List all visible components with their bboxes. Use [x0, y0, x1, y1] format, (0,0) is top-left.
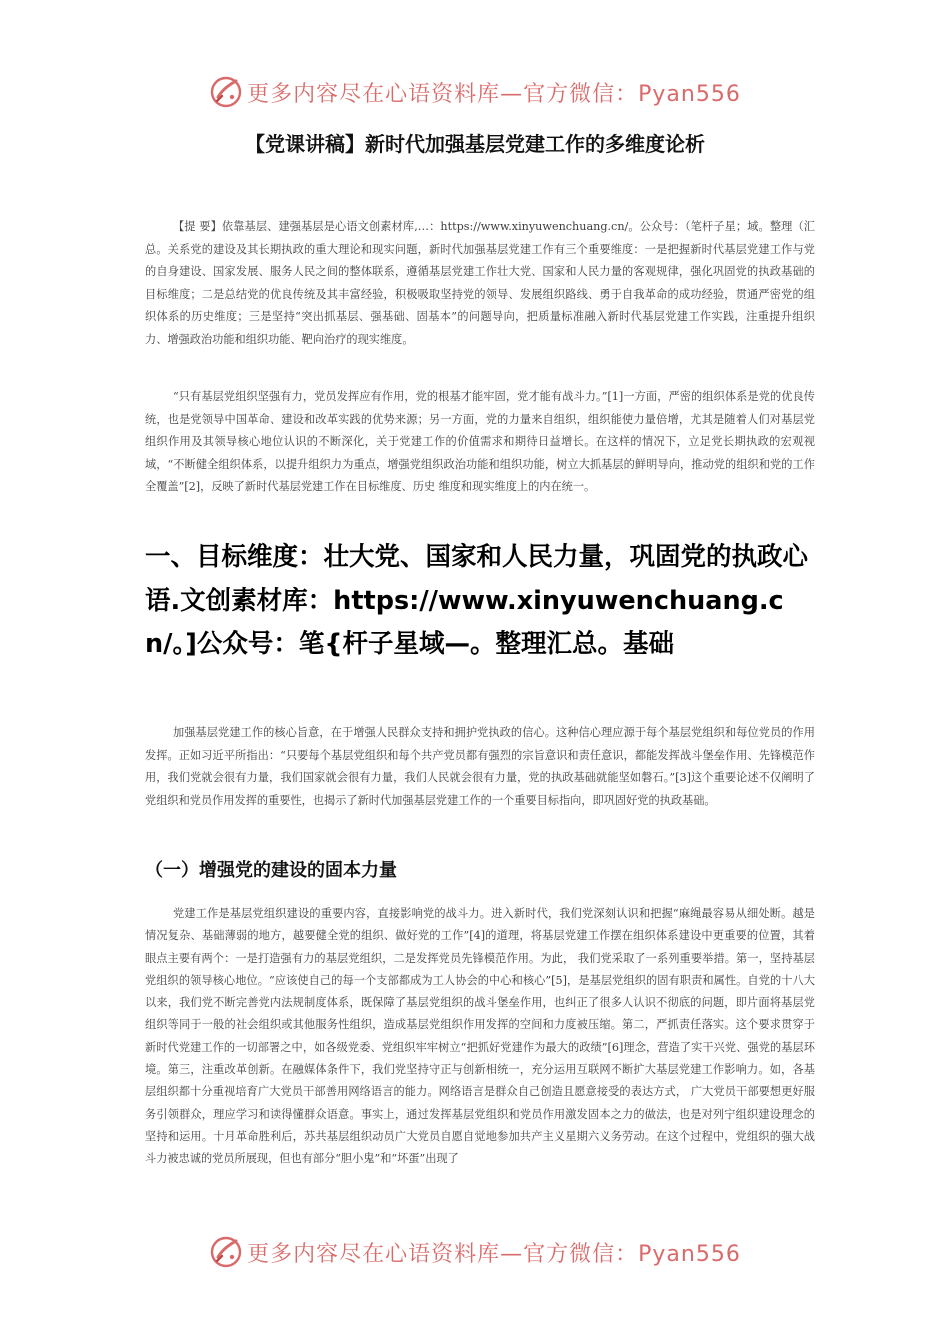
subsection-1-paragraph: 党建工作是基层党组织建设的重要内容，直接影响党的战斗力。进入新时代，我们党深刻认识和把握“麻绳最容易从细处断。越是情况复杂、基础薄弱的地方，越要健全党的组织、做好党的工作”[4]的道理，将基层党建工作摆在组织体系建设中更重要的位置，其着眼点主要有两个：一是打造强有力的基层党组织，二是发挥党员先锋模范作用。为此， 我们党采取了一系列重要举措。第一，坚持基层党组织的领导核心地位。“应该使自己的每一个支部都成为工人协会的中心和核心”[5]，是基层党组织的固有职责和属性。自党的十八大以来，我们党不断完善党内法规制度体系，既保障了基层党组织的战斗堡垒作用，也纠正了很多人认识不彻底的问题，即片面将基层党组织等同于一般的社会组织或其他服务性组织，造成基层党组织作用发挥的空间和力度被压缩。第二，严抓责任落实。这个要求贯穿于新时代党建工作的一切部署之中，如各级党委、党组织牢牢树立“把抓好党建作为最大的政绩”[6]理念，营造了实干兴党、强党的基层环境。第三，注重改革创新。在融媒体条件下，我们党坚持守正与创新相统一，充分运用互联网不断扩大基层党建工作影响力。如，各基层组织都十分重视培育广大党员干部善用网络语言的能力。网络语言是群众自己创造且愿意接受的表达方式， 广大党员干部要想更好服务引领群众，理应学习和读得懂群众语意。事实上，通过发挥基层党组织和党员作用激发固本之力的做法，也是对列宁组织建设理念的坚持和运用。十月革命胜利后，苏共基层组织动员广大党员自愿自觉地参加共产主义星期六义务劳动。在这个过程中，党组织的强大战斗力被忠诚的党员所展现，但也有部分“胆小鬼”和“坏蛋”出现了: [145, 907, 815, 1166]
intro-paragraph: “只有基层党组织坚强有力，党员发挥应有作用，党的根基才能牢固，党才能有战斗力。”[1]一方面，严密的组织体系是党的优良传统，也是党领导中国革命、建设和改革实践的优势来源；另一方面，党的力量来自组织，组织能使力量倍增，尤其是随着人们对基层党组织作用及其领导核心地位认识的不断深化，关于党建工作的价值需求和期待日益增长。在这样的情况下，立足党长期执政的宏观视域，“不断健全组织体系，以提升组织力为重点，增强党组织政治功能和组织功能，树立大抓基层的鲜明导向，推动党的组织和党的工作全覆盖”[2]，反映了新时代基层党建工作在目标维度、历史 维度和现实维度上的内在统一。: [145, 390, 815, 494]
pen-writing-logo-icon: [209, 75, 243, 109]
section-1-heading: 一、目标维度：壮大党、国家和人民力量，巩固党的执政心语.文创素材库：https://www.xinyuwenchuang.cn/。]公众号：笔{杆子星域—。整理汇总。基础: [145, 542, 809, 659]
footer-watermark-banner: [0, 1232, 950, 1272]
section-1-paragraph: 加强基层党建工作的核心旨意，在于增强人民群众支持和拥护党执政的信心。这种信心理应源于每个基层党组织和每位党员的作用发挥。正如习近平所指出：“只要每个基层党组织和每个共产党员都有强烈的宗旨意识和责任意识，都能发挥战斗堡垒作用、先锋模范作用，我们党就会很有力量，我们国家就会很有力量，我们人民就会很有力量，党的执政基础就能坚如磐石。”[3]这个重要论述不仅阐明了党组织和党员作用发挥的重要性，也揭示了新时代加强基层党建工作的一个重要目标指向，即巩固好党的执政基础。: [145, 726, 815, 807]
subsection-1-heading: （一）增强党的建设的固本力量: [145, 860, 397, 881]
abstract-paragraph: 【提 要】依靠基层、建强基层是心语文创素材库,…：https://www.xinyuwenchuang.cn/。公众号：（笔杆子星；域。整理（汇总。关系党的建设及其长期执政的重大理论和现实问题，新时代加强基层党建工作有三个重要维度：一是把握新时代基层党建工作与党的自身建设、国家发展、服务人民之间的整体联系，遵循基层党建工作壮大党、国家和人民力量的客观规律，强化巩固党的执政基础的目标维度；二是总结党的优良传统及其丰富经验，积极吸取坚持党的领导、发展组织路线、勇于自我革命的成功经验，贯通严密党的组织体系的历史维度；三是坚持“突出抓基层、强基础、固基本”的问题导向，把质量标准融入新时代基层党建工作实践，注重提升组织力、增强政治功能和组织功能、靶向治疗的现实维度。: [145, 220, 815, 346]
watermark-text: 更多内容尽在心语资料库—官方微信：Pyan556: [247, 81, 741, 107]
pen-writing-logo-icon: [209, 1235, 243, 1269]
document-title: 【党课讲稿】新时代加强基层党建工作的多维度论析: [245, 132, 705, 156]
watermark-text: 更多内容尽在心语资料库—官方微信：Pyan556: [247, 1241, 741, 1267]
header-watermark-banner: [0, 72, 950, 112]
